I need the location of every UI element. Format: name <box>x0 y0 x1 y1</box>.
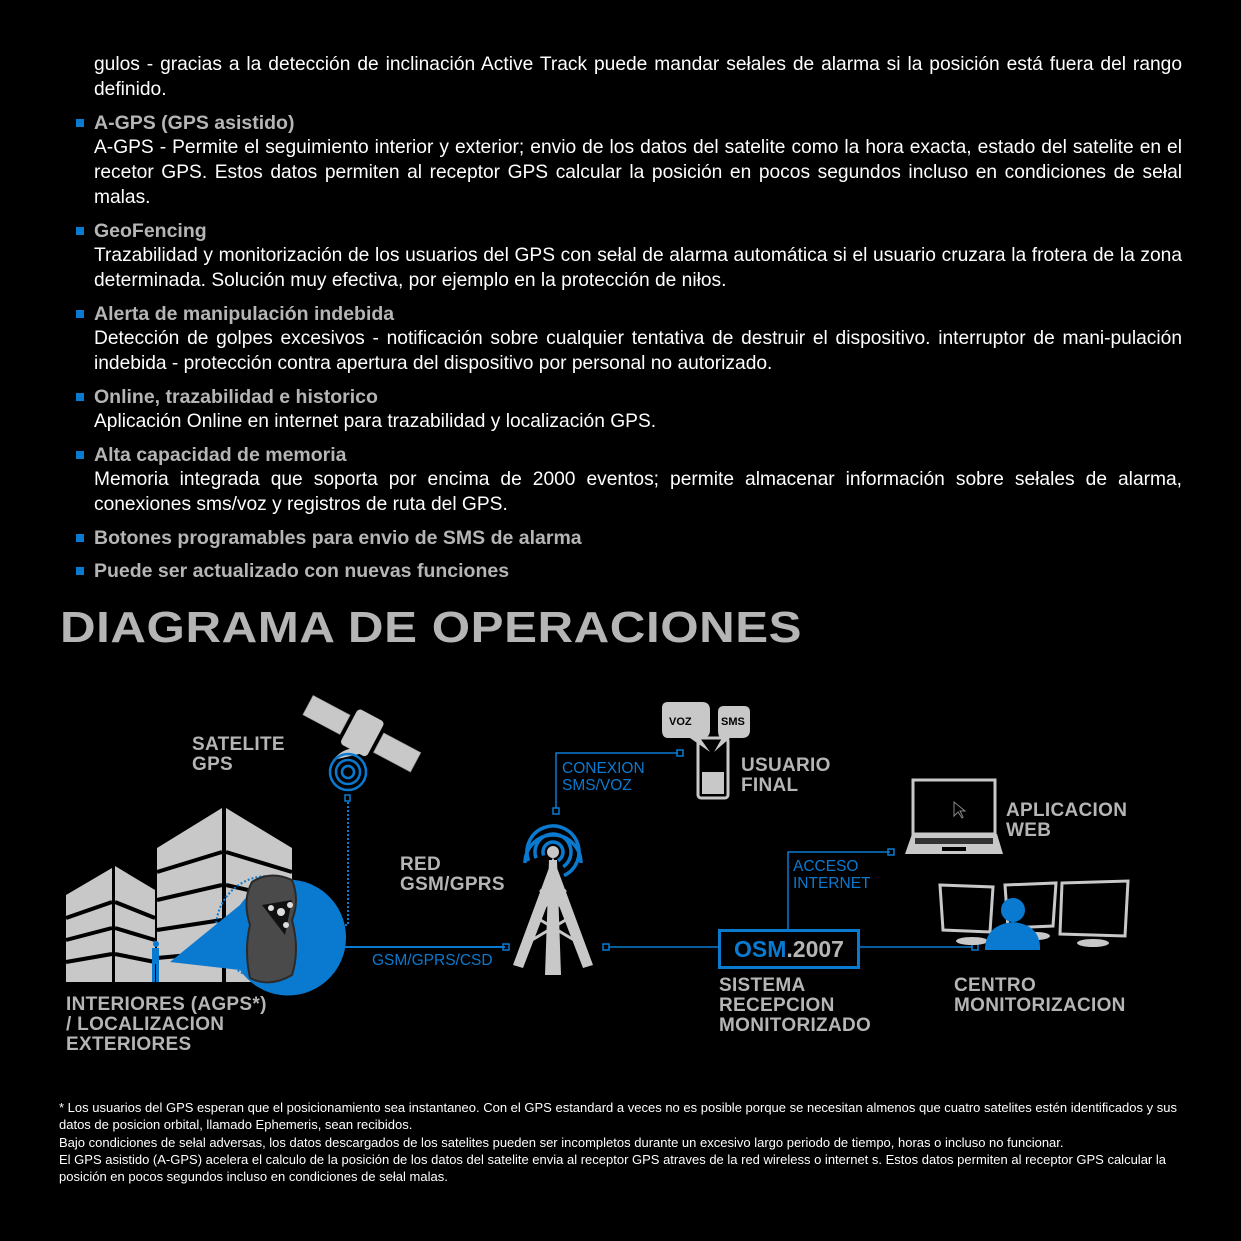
bullet-icon <box>76 393 84 401</box>
bullet-icon <box>76 451 84 459</box>
label-centro-monitorizacion: CENTRO MONITORIZACION <box>954 975 1126 1016</box>
feature-body: Detección de golpes excesivos - notificación sobre cualquier tentativa de destruir el dispositivo. interruptor de mani-pulación indebida - protección contra apertura del dispositivo por personal no autorizado. <box>94 328 1182 374</box>
bullet-icon <box>76 534 84 542</box>
feature-title: GeoFencing <box>94 220 207 242</box>
feature-body: Aplicación Online en internet para trazabilidad y localización GPS. <box>94 411 657 432</box>
diagram-title: DIAGRAMA DE OPERACIONES <box>60 603 803 652</box>
feature-title: Puede ser actualizado con nuevas funciones <box>94 560 510 582</box>
link-label-acceso: ACCESO INTERNET <box>793 858 871 892</box>
feature-title: Botones programables para envio de SMS de alarma <box>94 527 582 549</box>
feature-title: Alta capacidad de memoria <box>94 444 347 466</box>
tower-icon <box>513 819 593 975</box>
bullet-icon <box>76 567 84 575</box>
bubble-voz: VOZ <box>669 716 692 728</box>
laptop-icon <box>905 780 1003 854</box>
label-aplicacion-web: APLICACION WEB <box>1006 800 1128 841</box>
feature-item <box>76 559 1182 583</box>
link-label-gsm: GSM/GPRS/CSD <box>372 952 493 969</box>
bullet-icon <box>76 310 84 318</box>
label-usuario-final: USUARIO FINAL <box>741 755 831 796</box>
intro-text: gulos - gracias a la detección de inclinación Active Track puede mandar sełales de alarma si la posición está fuera del rango definido. <box>94 54 1182 100</box>
features-list <box>76 52 1182 583</box>
footnote-line: El GPS asistido (A-GPS) acelera el calculo de la posición de los datos del satelite envia al receptor GPS atraves de la red wireless o internet s. Estos datos permiten al receptor GPS calcular la posición en pocos segundos incluso en condiciones de sełal malas. <box>59 1151 1166 1185</box>
satellite-icon <box>299 687 425 801</box>
label-satelite-gps: SATELITE GPS <box>192 734 285 775</box>
feature-item <box>76 385 1182 434</box>
feature-body: A-GPS - Permite el seguimiento interior y exterior; envio de los datos del satelite como la hora exacta, estado del satelite en el recetor GPS. Estos datos permiten al receptor GPS calcular la posición en pocos segundos incluso en condiciones de sełal malas. <box>94 137 1182 208</box>
feature-item <box>76 443 1182 517</box>
link-label-conexion: CONEXION SMS/VOZ <box>562 760 645 794</box>
feature-title: A-GPS (GPS asistido) <box>94 112 295 134</box>
label-red-gsm: RED GSM/GPRS <box>400 854 505 895</box>
osm-brand: OSM <box>734 936 787 962</box>
monitoring-station-icon <box>940 881 1128 950</box>
bubble-sms: SMS <box>721 716 745 728</box>
feature-item <box>76 111 1182 210</box>
feature-body: Memoria integrada que soporta por encima de 2000 eventos; permite almacenar información sobre sełales de alarma, conexiones sms/voz y registros de ruta del GPS. <box>94 469 1182 515</box>
footnote-line: * Los usuarios del GPS esperan que el posicionamiento sea instantaneo. Con el GPS estandard a veces no es posible porque se necesitan almenos que cuatro satelites estén identificados y sus datos de posicion orbital, llamado Ephemeris, sean recibidos. <box>59 1100 1177 1133</box>
footnote-line: Bajo condiciones de sełal adversas, los datos descargados de los satelites pueden ser incompletos durante un excesivo largo periodo de tiempo, horas o incluso no funcionar. <box>59 1134 1064 1150</box>
bullet-icon <box>76 227 84 235</box>
osm-logo-box <box>718 929 860 969</box>
label-interiores: INTERIORES (AGPS*) / LOCALIZACION EXTERIORES <box>66 994 267 1055</box>
osm-suffix: .2007 <box>786 936 844 962</box>
feature-item <box>76 526 1182 550</box>
bullet-icon <box>76 119 84 127</box>
feature-title: Alerta de manipulación indebida <box>94 303 395 325</box>
footnote <box>59 1099 1183 1185</box>
label-sistema-recepcion: SISTEMA RECEPCION MONITORIZADO <box>719 975 872 1036</box>
feature-item <box>76 302 1182 376</box>
feature-body: Trazabilidad y monitorización de los usuarios del GPS con sełal de alarma automática si el usuario cruzara la frotera de la zona determinada. Solución muy efectiva, por ejemplo en la protección de niłos. <box>94 245 1182 291</box>
feature-title: Online, trazabilidad e historico <box>94 386 378 408</box>
feature-item <box>76 219 1182 293</box>
